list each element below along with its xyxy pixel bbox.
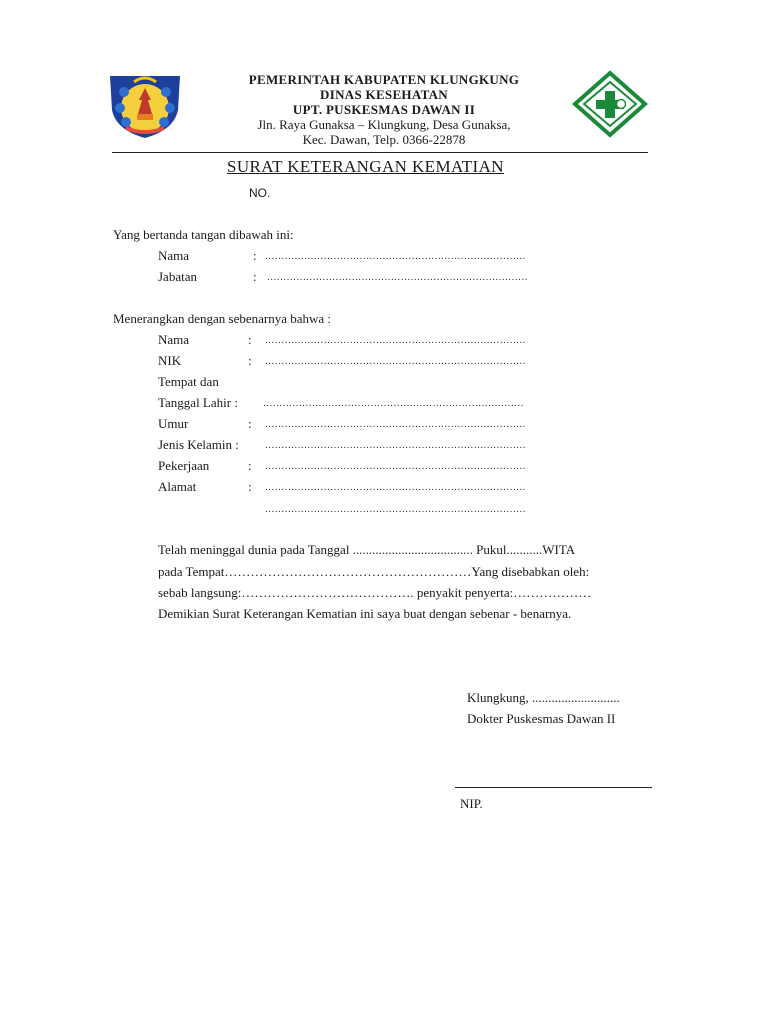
statement-death-place: pada Tempat…………………………………………………Yang disebabkan oleh: (158, 564, 590, 579)
subject-address-dots-2: ................................................................................ (265, 505, 526, 515)
signature-place-date: Klungkung, ........................... (467, 690, 620, 705)
signatory-name-dots: ................................................................................ (265, 252, 526, 262)
signatory-name-colon: : (253, 248, 257, 263)
signatory-position-dots: ................................................................................ (267, 273, 528, 283)
subject-address-colon: : (248, 479, 252, 494)
signatory-intro: Yang bertanda tangan dibawah ini: (113, 227, 294, 242)
subject-address-dots: ................................................................................ (265, 483, 526, 493)
subject-name-colon: : (248, 332, 252, 347)
subject-birthplace-label: Tempat dan (158, 374, 219, 389)
subject-age-dots: ................................................................................ (265, 420, 526, 430)
subject-name-label: Nama (158, 332, 190, 347)
header-clinic: UPT. PUSKESMAS DAWAN II (292, 102, 476, 117)
signature-nip: NIP. (460, 796, 483, 811)
subject-gender-label: Jenis Kelamin : (158, 437, 239, 452)
subject-occupation-colon: : (248, 458, 252, 473)
subject-occupation-label: Pekerjaan (158, 458, 210, 473)
subject-age-label: Umur (158, 416, 189, 431)
subject-nik-label: NIK (158, 353, 182, 368)
subject-birthdate-label: Tanggal Lahir : (158, 395, 238, 410)
subject-nik-dots: ................................................................................ (265, 357, 526, 367)
puskesmas-logo-icon (572, 70, 648, 138)
statement-closing: Demikian Surat Keterangan Kematian ini saya buat dengan sebenar - benarnya. (158, 606, 572, 621)
subject-gender-dots: ................................................................................ (265, 441, 526, 451)
subject-birthdate-dots: ................................................................................ (263, 399, 524, 409)
header-department: DINAS KESEHATAN (320, 87, 448, 102)
signatory-position-label: Jabatan (158, 269, 197, 284)
subject-age-colon: : (248, 416, 252, 431)
header-divider (112, 152, 648, 153)
signatory-position-colon: : (253, 269, 257, 284)
header-address-2: Kec. Dawan, Telp. 0366-22878 (302, 132, 466, 147)
header-address: Jln. Raya Gunaksa – Klungkung, Desa Gunaksa, (257, 117, 511, 132)
subject-name-dots: ................................................................................ (265, 336, 526, 346)
header-government: PEMERINTAH KABUPATEN KLUNGKUNG (248, 72, 520, 87)
subject-occupation-dots: ................................................................................ (265, 462, 526, 472)
subject-nik-colon: : (248, 353, 252, 368)
signature-role: Dokter Puskesmas Dawan II (467, 711, 616, 726)
subject-address-label: Alamat (158, 479, 197, 494)
signature-line (455, 787, 652, 788)
klungkung-emblem-icon (104, 70, 186, 140)
signatory-name-label: Nama (158, 248, 190, 263)
document-title: SURAT KETERANGAN KEMATIAN (227, 157, 504, 176)
subject-intro: Menerangkan dengan sebenarnya bahwa : (113, 311, 332, 326)
document-number-label: NO. (249, 186, 271, 200)
statement-causes: sebab langsung:…………………………………. penyakit penyerta:……………… (158, 585, 592, 600)
statement-death-date: Telah meninggal dunia pada Tanggal ..................................... Pukul...........WITA (158, 542, 576, 557)
